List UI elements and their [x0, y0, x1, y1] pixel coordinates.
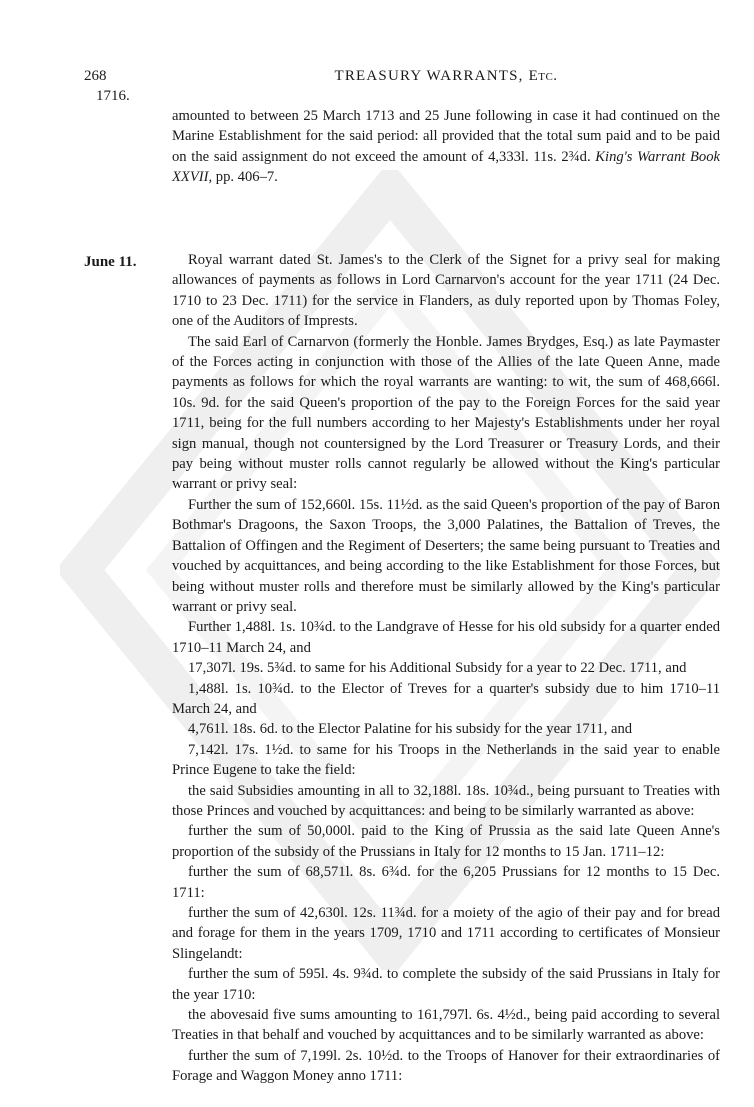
entry-paragraph: further the sum of 595l. 4s. 9¾d. to complete the subsidy of the said Prussians in Italy for the year 1710:	[172, 966, 720, 1003]
entry-paragraph: the abovesaid five sums amounting to 161,797l. 6s. 4½d., being paid according to several Treaties in that behalf and vouched by acquittances and to be similarly warranted as above:	[172, 1007, 720, 1044]
entry-date: June 11.	[84, 254, 137, 270]
entry-paragraph: 17,307l. 19s. 5¾d. to same for his Additional Subsidy for a year to 22 Dec. 1711, and	[188, 660, 687, 677]
continuation-text: amounted to between 25 March 1713 and 25 June following in case it had continued on the Marine Establishment for the said period: all provided that the total sum paid and to be paid on the said assignment do not exceed the amount of 4,333l. 11s. 2¾d.	[172, 108, 720, 165]
continuation-block	[172, 106, 720, 188]
entry-paragraph: further the sum of 7,199l. 2s. 10½d. to the Troops of Hanover for their extraordinaries of Forage and Waggon Money anno 1711:	[172, 1047, 720, 1085]
header-year: 1716.	[96, 88, 130, 104]
entry-paragraph: The said Earl of Carnarvon (formerly the Honble. James Brydges, Esq.) as late Paymaster of the Forces acting in conjunction with those of the Allies of the late Queen Anne, made payments as follows for which the royal warrants are wanting: to wit, the sum of 468,666l. 10s. 9d. for the said Queen's proportion of the pay to the Foreign Forces for the said year 1711, being for the full numbers according to her Majesty's Establishments under her royal sign manual, though not countersigned by the Lord Treasurer or Treasury Lords, and their pay being without muster rolls cannot regularly be allowed without the King's particular warrant or privy seal:	[172, 333, 720, 493]
continuation-paragraph	[172, 106, 720, 188]
page-number: 268	[84, 68, 107, 84]
running-title-main: TREASURY WARRANTS,	[334, 68, 524, 84]
continuation-citation: King's Warrant Book XXVII,	[172, 148, 720, 186]
entry-paragraph: Further 1,488l. 1s. 10¾d. to the Landgrave of Hesse for his old subsidy for a quarter ended 1710–11 March 24, and	[172, 619, 720, 656]
running-title	[172, 66, 720, 86]
entry-paragraph: further the sum of 42,630l. 12s. 11¾d. for a moiety of the agio of their pay and for bread and forage for them in the years 1709, 1710 and 1711 according to certificates of Monsieur Slingelandt:	[172, 905, 720, 962]
entry-paragraph: further the sum of 68,571l. 8s. 6¾d. for the 6,205 Prussians for 12 months to 15 Dec. 1711:	[172, 864, 720, 901]
entry-paragraph: 1,488l. 1s. 10¾d. to the Elector of Treves for a quarter's subsidy due to him 1710–11 March 24, and	[172, 680, 720, 717]
running-title-tail: Etc.	[528, 68, 558, 84]
entry-paragraph: the said Subsidies amounting in all to 32,188l. 18s. 10¾d., being pursuant to Treaties with those Princes and vouched by acquittances: and being to be similarly warranted as above:	[172, 782, 720, 819]
entry-paragraph: Further the sum of 152,660l. 15s. 11½d. as the said Queen's proportion of the pay of Baron Bothmar's Dragoons, the Saxon Troops, the 3,000 Palatines, the Battalion of Treves, the Battalion of Offingen and the Regiment of Deserters; the same being pursuant to Treaties and vouched by acquittances, and being according to the like Establishment for those Forces, but being without muster rolls and therefore must be similarly allowed by the King's particular warrant or privy seal.	[172, 496, 720, 615]
entry-paragraph: further the sum of 50,000l. paid to the King of Prussia as the said late Queen Anne's proportion of the subsidy of the Prussians in Italy for 12 months to 15 Jan. 1711–12:	[172, 823, 720, 860]
continuation-citation-pages: pp. 406–7.	[215, 169, 278, 186]
entry-paragraph: Royal warrant dated St. James's to the Clerk of the Signet for a privy seal for making allowances of payments as follows in Lord Carnarvon's account for the year 1711 (24 Dec. 1710 to 23 Dec. 1711) for the service in Flanders, as duly reported upon by Thomas Foley, one of the Auditors of Imprests.	[172, 252, 720, 330]
entry-paragraph: 7,142l. 17s. 1½d. to same for his Troops in the Netherlands in the said year to enable Prince Eugene to take the field:	[172, 741, 720, 779]
entry-paragraph: 4,761l. 18s. 6d. to the Elector Palatine for his subsidy for the year 1711, and	[188, 721, 633, 738]
entry-body	[172, 250, 720, 1087]
